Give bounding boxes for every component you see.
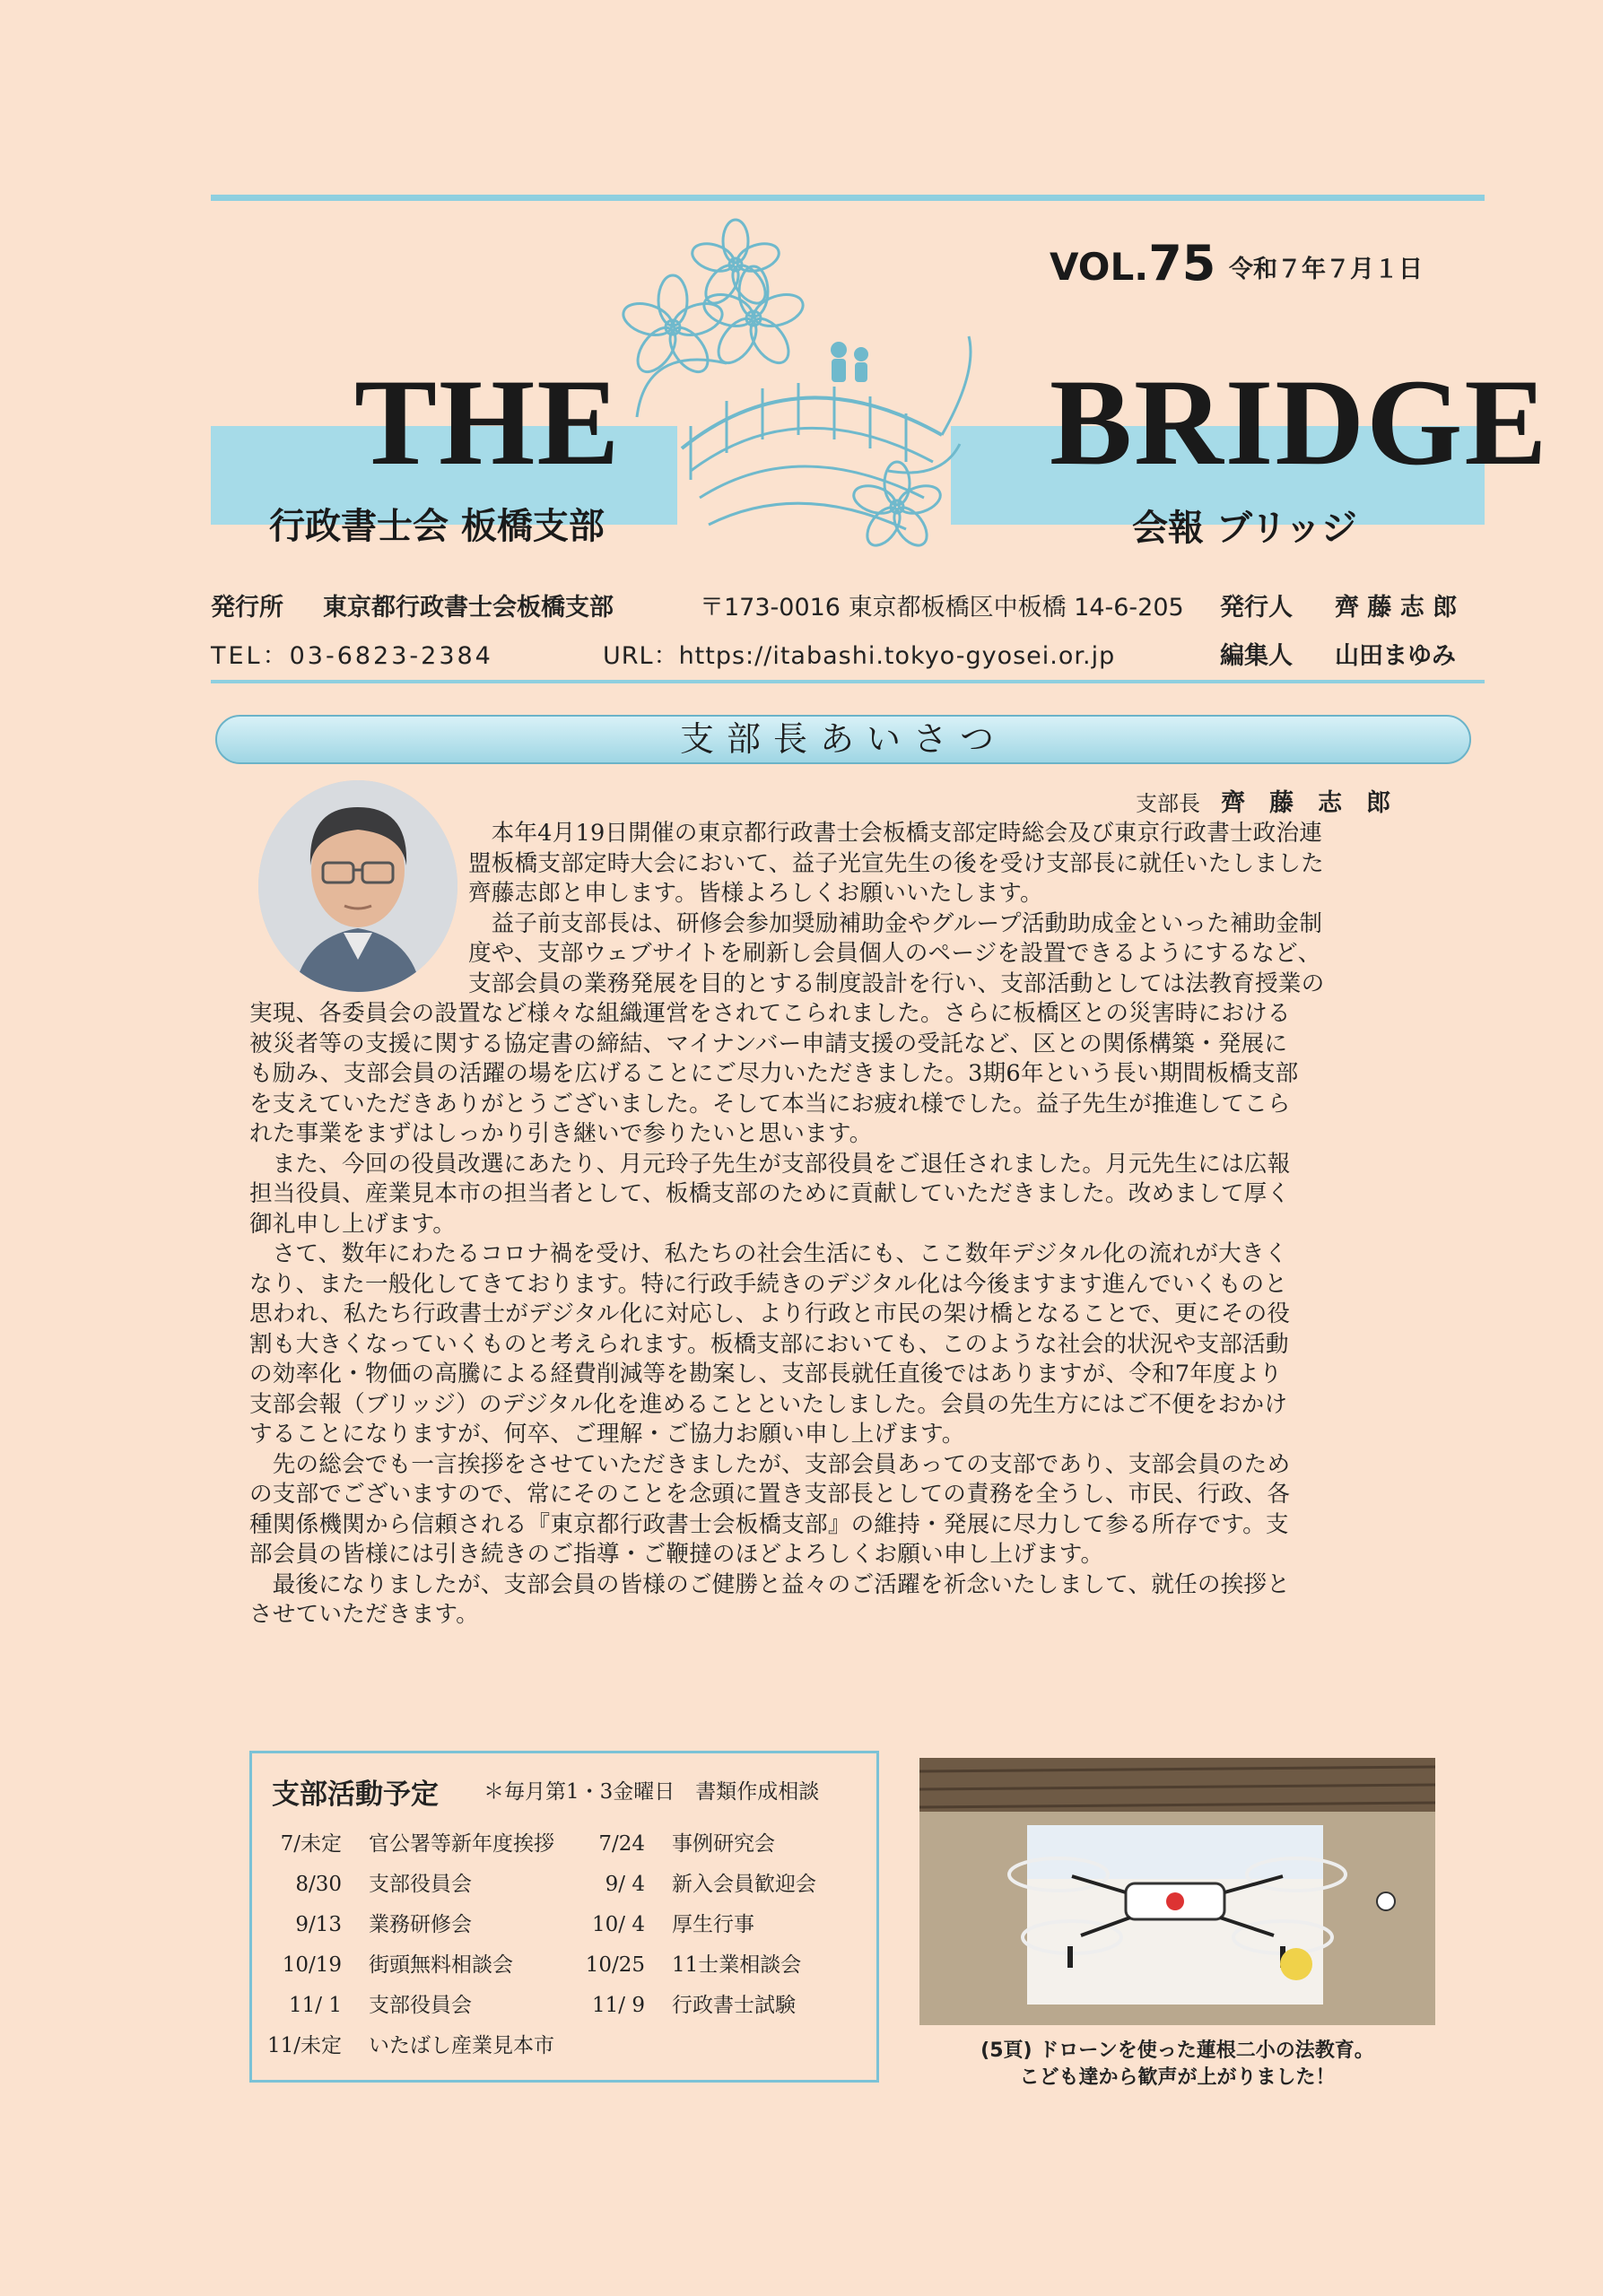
flower-icon — [700, 266, 806, 370]
section-heading: 支部長あいさつ — [215, 715, 1471, 764]
schedule-item: 10/ 4 厚生行事 — [592, 1913, 754, 1936]
greeting-line: 本年4月19日開催の東京都行政書士会板橋支部定時総会及び東京行政書士政治連 — [491, 820, 1323, 847]
greeting-line: なり、また一般化してきております。特に行政手続きのデジタル化は今後ますます進んでいくものと — [249, 1270, 1288, 1298]
caption-line-1: (5頁) ドローンを使った蓮根二小の法教育。 — [980, 2039, 1374, 2062]
greeting-line: の支部でございますので、常にそのことを念頭に置き支部長としての責務を全うし、市民、行政、各 — [249, 1481, 1291, 1508]
issue-date: 令和７年７月１日 — [1229, 256, 1423, 283]
schedule-item: 11/未定 いたばし産業見本市 — [266, 2034, 554, 2057]
schedule-item: 11/ 9 行政書士試験 — [592, 1994, 796, 2017]
greeting-line: 盟板橋支部定時大会において、益子光宣先生の後を受け支部長に就任いたしました — [468, 849, 1324, 877]
greeting-line: 支部会員の業務発展を目的とする制度設計を行い、支部活動としては法教育授業の — [468, 970, 1325, 997]
activity-schedule — [249, 1751, 879, 2083]
contact-row — [211, 636, 1485, 672]
greeting-body — [249, 819, 1435, 1631]
publisher-row — [211, 587, 1485, 623]
greeting-line: また、今回の役員改選にあたり、月元玲子先生が支部役員をご退任されました。月元先生には広報 — [272, 1150, 1291, 1178]
tel: TEL：03-6823-2384 — [211, 642, 493, 670]
greeting-line: 部会員の皆様には引き続きのご指導・ご鞭撻のほどよろしくお願い申し上げます。 — [249, 1541, 1104, 1568]
publisher-name: 齊 藤 志 郎 — [1335, 594, 1458, 622]
issuer-name: 東京都行政書士会板橋支部 — [323, 594, 614, 622]
greeting-line: 思われ、私たち行政書士がデジタル化に対応し、より行政と市民の架け橋となることで、更にその役 — [249, 1300, 1291, 1327]
vol-prefix: VOL. — [1050, 245, 1149, 289]
greeting-line: 齊藤志郎と申します。皆様よろしくお願いいたします。 — [468, 880, 1043, 907]
schedule-item: 10/19 街頭無料相談会 — [282, 1953, 513, 1977]
address: 〒173-0016 東京都板橋区中板橋 14-6-205 — [700, 594, 1184, 622]
greeting-line: することになりますが、何卒、ご理解・ご協力お願い申し上げます。 — [249, 1421, 965, 1448]
schedule-item: 9/13 業務研修会 — [295, 1913, 472, 1936]
publisher-label: 発行人 — [1220, 594, 1293, 622]
greeting-line: 被災者等の支援に関する協定書の締結、マイナンバー申請支援の受託など、区との関係構築・発展に — [249, 1030, 1288, 1057]
greeting-line: 担当役員、産業見本市の担当者として、板橋支部のために貢献していただきました。改めまして厚く — [249, 1180, 1291, 1207]
drone-class-photo — [919, 1758, 1435, 2025]
greeting-line: も励み、支部会員の活躍の場を広げることにご尽力いただきました。3期6年という長い期間板橋支部 — [249, 1060, 1299, 1087]
greeting-line: 益子前支部長は、研修会参加奨励補助金やグループ活動助成金といった補助金制 — [491, 909, 1323, 937]
greeting-line: を支えていただきありがとうございました。そして本当にお疲れ様でした。益子先生が推進してこら — [249, 1090, 1291, 1118]
author-role: 支部長 — [1136, 791, 1200, 816]
greeting-line: 支部会報（ブリッジ）のデジタル化を進めることといたしました。会員の先生方にはご不便をおかけ — [249, 1390, 1288, 1418]
greeting-line: 実現、各委員会の設置など様々な組織運営をされてこられました。さらに板橋区との災害時における — [249, 1000, 1291, 1027]
url-link[interactable]: URL：https://itabashi.tokyo-gyosei.or.jp — [603, 642, 1116, 670]
greeting-line: させていただきます。 — [249, 1601, 479, 1628]
greeting-line: 種関係機関から信頼される『東京都行政書士会板橋支部』の維持・発展に尽力して参る所存です。支 — [249, 1510, 1289, 1538]
greeting-line: 御礼申し上げます。 — [249, 1210, 457, 1238]
schedule-item: 8/30 支部役員会 — [295, 1873, 472, 1896]
caption-line-2: こども達から歓声が上がりました！ — [1019, 2066, 1336, 2089]
author-line — [1136, 783, 1390, 818]
editor-name: 山田まゆみ — [1335, 642, 1456, 670]
bottom-rule — [211, 680, 1485, 683]
issuer-label: 発行所 — [211, 594, 283, 622]
schedule-note: ＊毎月第1・3金曜日 書類作成相談 — [484, 1780, 820, 1804]
schedule-title: 支部活動予定 — [272, 1779, 439, 1811]
top-rule — [211, 195, 1485, 201]
people-icon — [831, 342, 868, 382]
greeting-line: さて、数年にわたるコロナ禍を受け、私たちの社会生活にも、ここ数年デジタル化の流れが大きく — [272, 1240, 1288, 1267]
bridge-illustration — [619, 211, 996, 561]
greeting-line: の効率化・物価の高騰による経費削減等を勘案し、支部長就任直後ではありますが、令和7年度より — [249, 1361, 1283, 1387]
subtitle-left: 行政書士会 板橋支部 — [269, 505, 605, 547]
title-bridge: BRIDGE — [1050, 353, 1549, 491]
author-name: 齊 藤 志 郎 — [1221, 789, 1391, 817]
schedule-item: 7/24 事例研究会 — [598, 1832, 775, 1856]
title-the: THE — [354, 353, 622, 491]
greeting-line: 先の総会でも一言挨拶をさせていただきましたが、支部会員あっての支部であり、支部会員のため — [272, 1450, 1291, 1478]
schedule-item: 7/未定 官公署等新年度挨拶 — [280, 1832, 554, 1856]
greeting-line: 最後になりましたが、支部会員の皆様のご健勝と益々のご活躍を祈念いたしまして、就任の挨拶と — [272, 1570, 1291, 1598]
subtitle-right: 会報 ブリッジ — [1132, 507, 1357, 549]
greeting-line: れた事業をまずはしっかり引き継いで参りたいと思います。 — [249, 1120, 873, 1147]
schedule-item: 10/25 11士業相談会 — [585, 1953, 802, 1977]
editor-label: 編集人 — [1220, 642, 1293, 670]
volume-label — [1050, 235, 1215, 291]
greeting-line: 割も大きくなっていくものと考えられます。板橋支部においても、このような社会的状況や支部活動 — [249, 1330, 1289, 1358]
schedule-item: 11/ 1 支部役員会 — [289, 1994, 472, 2017]
greeting-line: 度や、支部ウェブサイトを刷新し会員個人のページを設置できるようにするなど、 — [468, 940, 1321, 967]
photo-caption — [919, 2038, 1435, 2092]
vol-number: 75 — [1148, 235, 1216, 291]
schedule-item: 9/ 4 新入会員歓迎会 — [605, 1873, 816, 1896]
